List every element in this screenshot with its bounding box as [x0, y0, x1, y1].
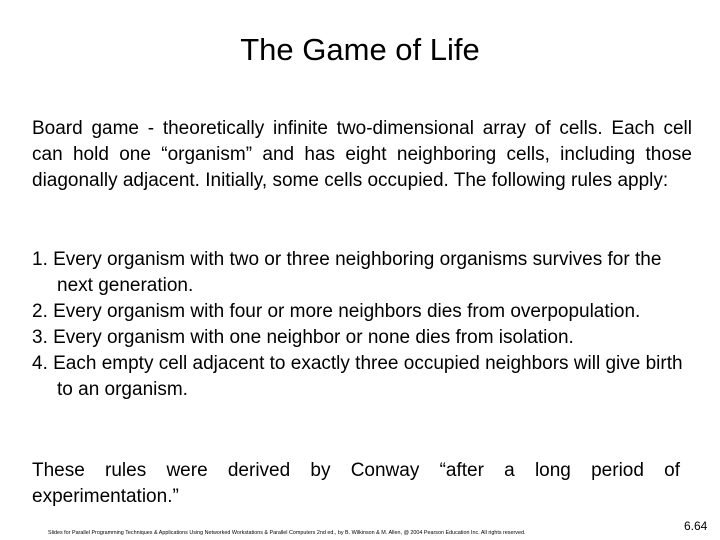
rule-item: 1. Every organism with two or three neighboring organisms survives for the next generation.	[32, 249, 662, 296]
closing-paragraph: These rules were derived by Conway “after a long period of experimentation.”	[32, 460, 680, 507]
rule-item: 2. Every organism with four or more neighbors dies from overpopulation.	[32, 301, 641, 322]
rule-item: 3. Every organism with one neighbor or none dies from isolation.	[32, 327, 574, 348]
footer-citation: Slides for Parallel Programming Techniques & Applications Using Networked Workstations & Parallel Computers 2nd ed., by B. Wilkinson & M. Allen, @ 2004 Pearson Education Inc. All rights reserved.	[48, 530, 526, 536]
intro-paragraph: Board game - theoretically infinite two-dimensional array of cells. Each cell can hold one “organism” and has eight neighboring cells, including those diagonally adjacent. Initially, some cells occupied. The following rules apply:	[32, 118, 692, 191]
rules-list	[32, 247, 692, 403]
rule-item: 4. Each empty cell adjacent to exactly three occupied neighbors will give birth to an organism.	[32, 353, 683, 400]
slide-number: 6.64	[684, 519, 708, 533]
slide-title: The Game of Life	[240, 32, 480, 67]
